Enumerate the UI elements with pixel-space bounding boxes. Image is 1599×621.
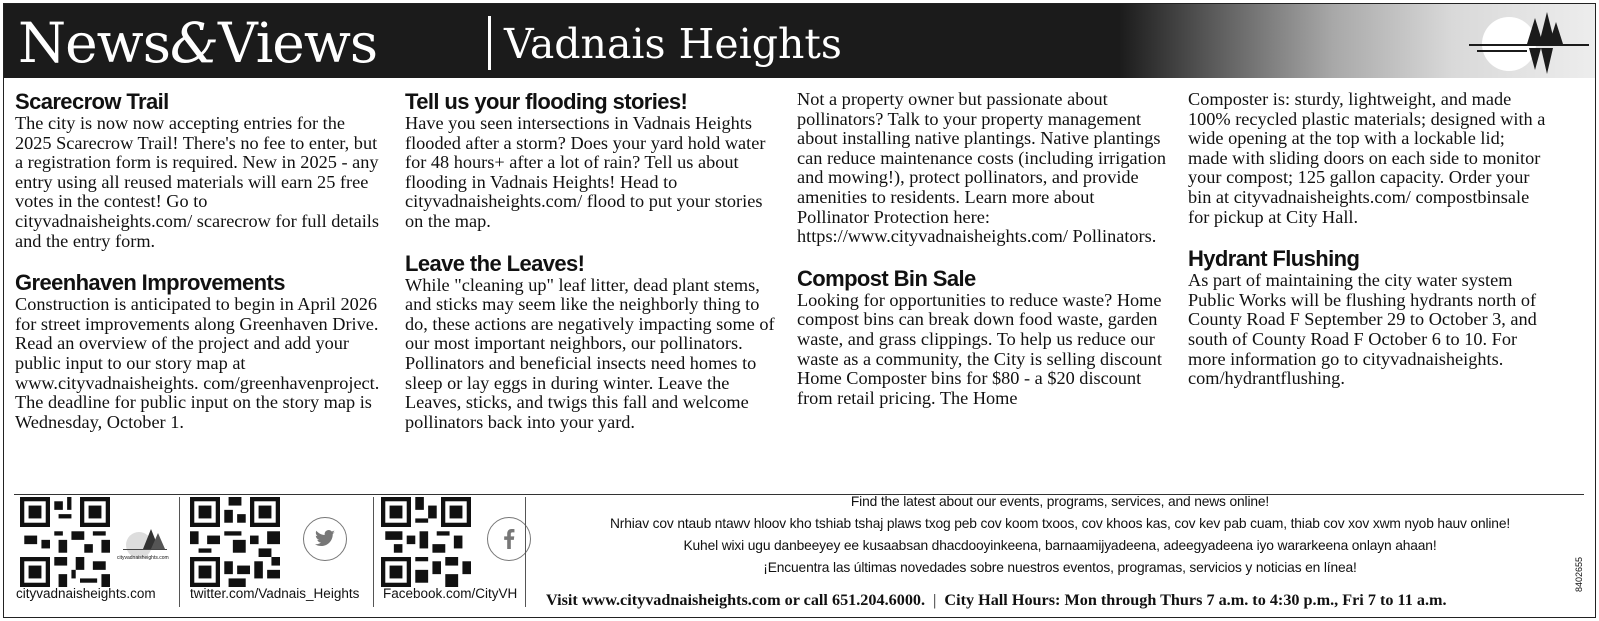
footer-contact-line	[546, 591, 1447, 610]
city-logo-icon	[1469, 8, 1589, 78]
title-views: Views	[217, 11, 378, 75]
footer-line-hmong: Nrhiav cov ntaub ntawv hloov kho tshiab tshaj plaws txog peb cov koom txoos, cov khoos kas, cov kev pab cuam, thiab cov xov xwm nyob hauv online!	[609, 516, 1511, 531]
footer-divider-1	[179, 497, 180, 607]
compost-body: Looking for opportunities to reduce waste? Home compost bins can break down food waste, garden waste, and grass clippings. To help us reduce our waste as a community, the City is selling discount Home Composter bins for $80 - a $20 discount from retail pricing. The Home	[797, 289, 1162, 408]
hydrant-heading: Hydrant Flushing	[1188, 246, 1360, 272]
facebook-qr-code[interactable]	[381, 497, 471, 587]
column-3	[797, 90, 1167, 408]
visit-text[interactable]: Visit www.cityvadnaisheights.com or call 651.204.6000.	[546, 591, 926, 609]
masthead-title	[18, 8, 377, 78]
footer-line-spanish: ¡Encuentra las últimas novedades sobre nuestros eventos, programas, servicios y noticias en línea!	[763, 560, 1357, 575]
leaves-body: While "cleaning up" leaf litter, dead plant stems, and sticks may seem like the neighborly thing to do, these actions are negatively impacting some of our most important neighbors, our pollinators. Pollinators and beneficial insects need homes to sleep or lay eggs in during winter. Leave the Leaves, sticks, and twigs this fall and welcome pollinators back into your yard.	[405, 274, 775, 432]
title-divider	[488, 16, 491, 70]
compost-continued: Composter is: sturdy, lightweight, and made 100% recycled plastic materials; designed with a wide opening at the top with a lockable lid; made with sliding doors on each side to monitor your compost; 125 gallon capacity. Order your bin at cityvadnaisheights.com/ compostbinsale for pickup at City Hall.	[1188, 89, 1546, 227]
footer-line-somali: Kuhel wixi ugu danbeeyey ee kusaabsan dhacdooyinkeena, barnaamijyadeena, adeegyadeena iyo wararkeena onlayn ahaan!	[683, 538, 1437, 553]
column-4	[1188, 90, 1548, 389]
facebook-label[interactable]: Facebook.com/CityVH	[383, 586, 518, 601]
leaves-heading: Leave the Leaves!	[405, 250, 585, 276]
footer-divider-2	[373, 497, 374, 607]
pollinators-body: Not a property owner but passionate about pollinators? Talk to your property management about installing native plantings. Native plantings can reduce maintenance costs (including irrigation and mowing!), protect pollinators, and provide amenities to residents. Learn more about Pollinator Protection here: https://www.cityvadnaisheights.com/ Pollinators.	[797, 89, 1167, 247]
website-label[interactable]: cityvadnaisheights.com	[16, 586, 156, 601]
website-qr-code[interactable]	[20, 497, 110, 587]
footer-divider-3	[525, 497, 526, 607]
flooding-heading: Tell us your flooding stories!	[405, 89, 688, 114]
footer-line-english: Find the latest about our events, programs, services, and news online!	[850, 494, 1270, 509]
column-2	[405, 90, 775, 432]
hydrant-body: As part of maintaining the city water system Public Works will be flushing hydrants north of County Road F September 29 to October 3, and south of County Road F October 6 to 10. For more information go to cityvadnaisheights. com/hydrantflushing.	[1188, 270, 1537, 389]
small-logo-text: cityvadnaisheights.com	[117, 555, 169, 561]
ad-code: 8402655	[1574, 556, 1584, 592]
greenhaven-heading: Greenhaven Improvements	[15, 270, 285, 296]
greenhaven-body: Construction is anticipated to begin in April 2026 for street improvements along Greenhaven Drive. Read an overview of the project and add your public input to our story map at www.cityvadnaisheights. com/greenhavenproject. The deadline for public input on the story map is Wednesday, October 1.	[15, 294, 380, 432]
masthead-city: Vadnais Heights	[504, 20, 842, 68]
header-banner	[4, 4, 1595, 78]
twitter-qr-code[interactable]	[190, 497, 280, 587]
scarecrow-heading: Scarecrow Trail	[15, 89, 169, 114]
title-news: News	[18, 11, 170, 75]
twitter-icon[interactable]	[303, 517, 347, 561]
scarecrow-body: The city is now now accepting entries for the 2025 Scarecrow Trail! There's no fee to enter, but a registration form is required. New in 2025 - any entry using all reused materials will earn 25 free votes in the contest! Go to cityvadnaisheights.com/ scarecrow for full details and the entry form.	[15, 113, 379, 251]
compost-heading: Compost Bin Sale	[797, 265, 976, 291]
title-ampersand: &	[169, 11, 218, 75]
flooding-body: Have you seen intersections in Vadnais Heights flooded after a storm? Does your yard hold water for 48 hours+ after a lot of rain? Tell us about flooding in Vadnais Heights! Head to cityvadnaisheights.com/ flood to put your stories on the map.	[405, 113, 766, 231]
city-hall-hours: City Hall Hours: Mon through Thurs 7 a.m. to 4:30 p.m., Fri 7 to 11 a.m.	[944, 591, 1447, 609]
column-1	[15, 90, 385, 432]
contact-separator: |	[933, 591, 937, 609]
twitter-label[interactable]: twitter.com/Vadnais_Heights	[190, 586, 360, 601]
